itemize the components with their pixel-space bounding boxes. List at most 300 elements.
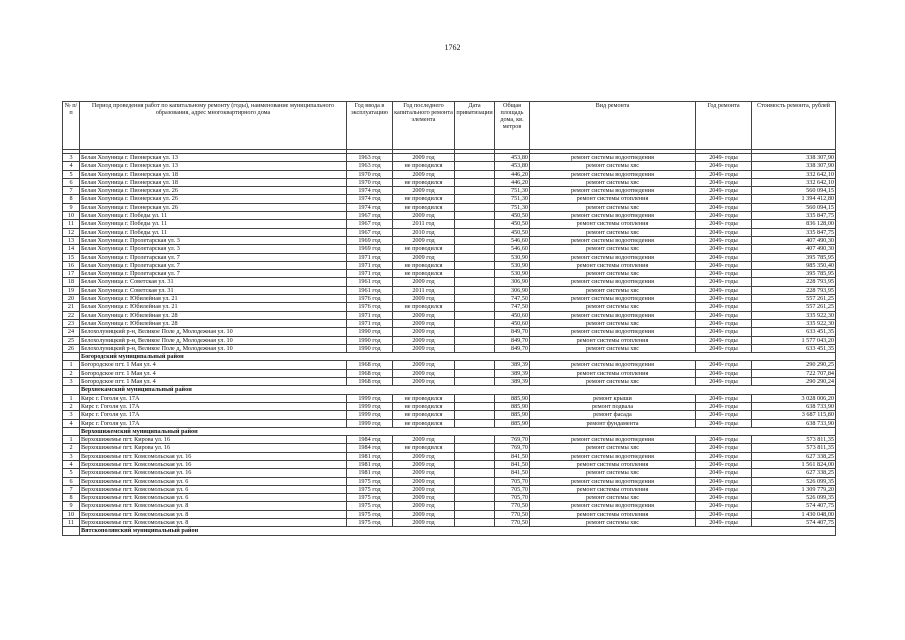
- cell-number: 15: [63, 253, 80, 261]
- cell-privatization: [455, 378, 495, 386]
- cell-address: Богородское пгт. 1 Мая ул. 4: [80, 378, 347, 386]
- table-row: [63, 519, 836, 527]
- repair-schedule-table: [62, 101, 836, 536]
- table-row: [63, 469, 836, 477]
- cell-privatization: [455, 212, 495, 220]
- cell-address: Белая Холуница г. Победы ул. 11: [80, 220, 347, 228]
- cell-area: 770,50: [495, 519, 530, 527]
- cell-number: 3: [63, 452, 80, 460]
- cell-cost: 290 290,25: [752, 361, 836, 369]
- cell-year-built: 1999 год: [347, 411, 393, 419]
- cell-last-repair: не проводился: [393, 419, 455, 427]
- cell-repair-year: 2049- годы: [696, 361, 752, 369]
- cell-last-repair: 2009 год: [393, 336, 455, 344]
- cell-privatization: [455, 195, 495, 203]
- cell-last-repair: 2009 год: [393, 452, 455, 460]
- cell-cost: 722 707,84: [752, 369, 836, 377]
- cell-year-built: 1974 год: [347, 187, 393, 195]
- cell-cost: 3 687 115,80: [752, 411, 836, 419]
- cell-repair-year: 2049- годы: [696, 253, 752, 261]
- table-row: [63, 344, 836, 352]
- cell-last-repair: не проводился: [393, 195, 455, 203]
- cell-cost: 335 847,75: [752, 228, 836, 236]
- cell-last-repair: 2011 год: [393, 286, 455, 294]
- section-number-cell: [63, 527, 80, 535]
- cell-last-repair: 2009 год: [393, 154, 455, 162]
- cell-privatization: [455, 477, 495, 485]
- cell-year-built: 1971 год: [347, 319, 393, 327]
- cell-number: 26: [63, 344, 80, 352]
- header-number: № п/п: [63, 102, 80, 150]
- cell-address: Белая Холуница г. Пионерская ул. 18: [80, 178, 347, 186]
- table-row: [63, 212, 836, 220]
- cell-cost: 574 407,75: [752, 502, 836, 510]
- cell-privatization: [455, 295, 495, 303]
- cell-address: Кирс г. Гоголя ул. 17А: [80, 419, 347, 427]
- table-row: [63, 162, 836, 170]
- cell-area: 530,90: [495, 261, 530, 269]
- cell-address: Белохолуницкий р-н, Великое Поле д, Молодежная ул. 10: [80, 336, 347, 344]
- cell-last-repair: 2009 год: [393, 502, 455, 510]
- cell-address: Белая Холуница г. Пролетарская ул. 7: [80, 261, 347, 269]
- cell-last-repair: 2009 год: [393, 477, 455, 485]
- cell-area: 885,90: [495, 394, 530, 402]
- cell-privatization: [455, 344, 495, 352]
- cell-address: Кирс г. Гоголя ул. 17А: [80, 394, 347, 402]
- cell-repair-type: ремонт системы хвс: [530, 270, 696, 278]
- cell-year-built: 1967 год: [347, 212, 393, 220]
- cell-number: 1: [63, 436, 80, 444]
- cell-repair-year: 2049- годы: [696, 369, 752, 377]
- table-row: [63, 336, 836, 344]
- cell-privatization: [455, 261, 495, 269]
- cell-year-built: 1961 год: [347, 286, 393, 294]
- cell-privatization: [455, 394, 495, 402]
- cell-repair-type: ремонт системы отопления: [530, 336, 696, 344]
- cell-number: 9: [63, 502, 80, 510]
- section-number-cell: [63, 427, 80, 435]
- table-row: [63, 303, 836, 311]
- cell-privatization: [455, 519, 495, 527]
- table-row: [63, 319, 836, 327]
- cell-number: 8: [63, 494, 80, 502]
- cell-repair-type: ремонт системы хвс: [530, 162, 696, 170]
- table-row: [63, 328, 836, 336]
- cell-year-built: 1975 год: [347, 485, 393, 493]
- cell-number: 4: [63, 460, 80, 468]
- cell-repair-type: ремонт системы водоотведения: [530, 295, 696, 303]
- cell-year-built: 1975 год: [347, 477, 393, 485]
- cell-repair-year: 2049- годы: [696, 485, 752, 493]
- cell-repair-type: ремонт системы отопления: [530, 510, 696, 518]
- cell-area: 453,80: [495, 162, 530, 170]
- cell-last-repair: 2009 год: [393, 469, 455, 477]
- table-row: [63, 510, 836, 518]
- cell-year-built: 1971 год: [347, 253, 393, 261]
- header-privatization: Дата приватизации: [455, 102, 495, 150]
- cell-address: Белая Холуница г. Пионерская ул. 26: [80, 203, 347, 211]
- cell-last-repair: 2009 год: [393, 510, 455, 518]
- cell-number: 1: [63, 361, 80, 369]
- cell-address: Белая Холуница г. Советская ул. 31: [80, 286, 347, 294]
- cell-area: 705,70: [495, 477, 530, 485]
- cell-area: 389,39: [495, 378, 530, 386]
- cell-last-repair: не проводился: [393, 245, 455, 253]
- cell-repair-year: 2049- годы: [696, 228, 752, 236]
- cell-address: Белая Холуница г. Юбилейная ул. 28: [80, 319, 347, 327]
- cell-year-built: 1971 год: [347, 270, 393, 278]
- cell-area: 885,90: [495, 419, 530, 427]
- table-row: [63, 236, 836, 244]
- table-row: [63, 311, 836, 319]
- cell-privatization: [455, 419, 495, 427]
- cell-repair-year: 2049- годы: [696, 245, 752, 253]
- cell-area: 705,70: [495, 485, 530, 493]
- cell-address: Кирс г. Гоголя ул. 17А: [80, 402, 347, 410]
- cell-year-built: 1969 год: [347, 236, 393, 244]
- cell-privatization: [455, 460, 495, 468]
- cell-repair-year: 2049- годы: [696, 278, 752, 286]
- cell-area: 446,20: [495, 178, 530, 186]
- table-row: [63, 485, 836, 493]
- cell-privatization: [455, 328, 495, 336]
- cell-address: Белая Холуница г. Юбилейная ул. 21: [80, 303, 347, 311]
- cell-privatization: [455, 369, 495, 377]
- cell-last-repair: 2009 год: [393, 236, 455, 244]
- cell-area: 546,60: [495, 245, 530, 253]
- cell-repair-type: ремонт системы водоотведения: [530, 212, 696, 220]
- cell-cost: 557 261,25: [752, 295, 836, 303]
- cell-address: Белая Холуница г. Пролетарская ул. 7: [80, 253, 347, 261]
- cell-address: Белая Холуница г. Пионерская ул. 13: [80, 162, 347, 170]
- cell-year-built: 1974 год: [347, 195, 393, 203]
- cell-repair-year: 2049- годы: [696, 195, 752, 203]
- cell-area: 885,90: [495, 402, 530, 410]
- cell-cost: 560 094,15: [752, 203, 836, 211]
- cell-number: 6: [63, 477, 80, 485]
- table-row: [63, 444, 836, 452]
- cell-repair-year: 2049- годы: [696, 519, 752, 527]
- cell-number: 10: [63, 510, 80, 518]
- cell-privatization: [455, 245, 495, 253]
- cell-repair-year: 2049- годы: [696, 286, 752, 294]
- cell-area: 770,50: [495, 502, 530, 510]
- cell-privatization: [455, 319, 495, 327]
- cell-number: 16: [63, 261, 80, 269]
- cell-address: Белая Холуница г. Победы ул. 11: [80, 212, 347, 220]
- cell-cost: 638 733,90: [752, 419, 836, 427]
- cell-address: Богородское пгт. 1 Мая ул. 4: [80, 369, 347, 377]
- cell-cost: 395 785,95: [752, 270, 836, 278]
- cell-year-built: 1990 год: [347, 328, 393, 336]
- section-number-cell: [63, 353, 80, 361]
- cell-year-built: 1968 год: [347, 378, 393, 386]
- cell-repair-year: 2049- годы: [696, 336, 752, 344]
- cell-privatization: [455, 228, 495, 236]
- cell-number: 22: [63, 311, 80, 319]
- cell-repair-year: 2049- годы: [696, 328, 752, 336]
- cell-address: Белая Холуница г. Советская ул. 31: [80, 278, 347, 286]
- section-row: [63, 527, 836, 535]
- table-row: [63, 369, 836, 377]
- header-address: Период проведения работ по капитальному ремонту (годы), наименование муниципального образования, адрес многоквартирного дома: [80, 102, 347, 150]
- cell-repair-year: 2049- годы: [696, 494, 752, 502]
- cell-cost: 338 307,90: [752, 154, 836, 162]
- cell-repair-type: ремонт системы водоотведения: [530, 502, 696, 510]
- cell-last-repair: 2009 год: [393, 361, 455, 369]
- cell-area: 841,50: [495, 460, 530, 468]
- cell-number: 24: [63, 328, 80, 336]
- cell-repair-type: ремонт крыши: [530, 394, 696, 402]
- cell-year-built: 1971 год: [347, 261, 393, 269]
- table-row: [63, 187, 836, 195]
- cell-year-built: 1971 год: [347, 311, 393, 319]
- cell-repair-type: ремонт системы водоотведения: [530, 452, 696, 460]
- cell-repair-year: 2049- годы: [696, 444, 752, 452]
- cell-year-built: 1967 год: [347, 220, 393, 228]
- cell-repair-year: 2049- годы: [696, 319, 752, 327]
- cell-year-built: 1975 год: [347, 519, 393, 527]
- cell-cost: 1 430 048,00: [752, 510, 836, 518]
- cell-privatization: [455, 236, 495, 244]
- table-header-row: [63, 102, 836, 150]
- cell-number: 10: [63, 212, 80, 220]
- cell-cost: 3 028 006,20: [752, 394, 836, 402]
- cell-cost: 557 261,25: [752, 303, 836, 311]
- table-row: [63, 411, 836, 419]
- cell-cost: 638 733,90: [752, 402, 836, 410]
- cell-repair-year: 2049- годы: [696, 402, 752, 410]
- header-repair-type: Вид ремонта: [530, 102, 696, 150]
- cell-repair-year: 2049- годы: [696, 270, 752, 278]
- cell-cost: 332 642,10: [752, 170, 836, 178]
- cell-privatization: [455, 270, 495, 278]
- cell-address: Белая Холуница г. Юбилейная ул. 21: [80, 295, 347, 303]
- cell-address: Белая Холуница г. Пионерская ул. 13: [80, 154, 347, 162]
- cell-year-built: 1970 год: [347, 178, 393, 186]
- cell-privatization: [455, 494, 495, 502]
- cell-repair-year: 2049- годы: [696, 162, 752, 170]
- table-row: [63, 203, 836, 211]
- table-row: [63, 502, 836, 510]
- cell-repair-type: ремонт системы водоотведения: [530, 328, 696, 336]
- cell-repair-type: ремонт системы хвс: [530, 178, 696, 186]
- cell-address: Верхошижемье пгт. Комсомольская ул. 8: [80, 519, 347, 527]
- cell-address: Верхошижемье пгт. Комсомольская ул. 16: [80, 469, 347, 477]
- cell-repair-type: ремонт фундамента: [530, 419, 696, 427]
- cell-repair-year: 2049- годы: [696, 460, 752, 468]
- cell-repair-year: 2049- годы: [696, 178, 752, 186]
- cell-cost: 560 094,15: [752, 187, 836, 195]
- cell-privatization: [455, 311, 495, 319]
- cell-year-built: 1981 год: [347, 460, 393, 468]
- cell-privatization: [455, 203, 495, 211]
- section-row: [63, 386, 836, 394]
- section-number-cell: [63, 386, 80, 394]
- cell-last-repair: не проводился: [393, 261, 455, 269]
- cell-repair-type: ремонт системы водоотведения: [530, 477, 696, 485]
- cell-cost: 338 307,90: [752, 162, 836, 170]
- cell-year-built: 1974 год: [347, 203, 393, 211]
- cell-area: 849,70: [495, 328, 530, 336]
- cell-privatization: [455, 220, 495, 228]
- cell-area: 306,90: [495, 286, 530, 294]
- cell-privatization: [455, 253, 495, 261]
- cell-repair-type: ремонт системы водоотведения: [530, 311, 696, 319]
- cell-last-repair: 2009 год: [393, 170, 455, 178]
- table-row: [63, 460, 836, 468]
- cell-last-repair: 2009 год: [393, 187, 455, 195]
- cell-last-repair: не проводился: [393, 402, 455, 410]
- header-area: Общая площадь дома, кв. метров: [495, 102, 530, 150]
- cell-area: 747,50: [495, 303, 530, 311]
- cell-repair-type: ремонт системы отопления: [530, 369, 696, 377]
- table-row: [63, 253, 836, 261]
- cell-repair-type: ремонт системы водоотведения: [530, 236, 696, 244]
- header-year-built: Год ввода в эксплуатацию: [347, 102, 393, 150]
- cell-repair-year: 2049- годы: [696, 203, 752, 211]
- table-row: [63, 419, 836, 427]
- cell-cost: 407 490,30: [752, 245, 836, 253]
- cell-year-built: 1990 год: [347, 344, 393, 352]
- cell-area: 530,90: [495, 253, 530, 261]
- cell-area: 849,70: [495, 344, 530, 352]
- cell-privatization: [455, 510, 495, 518]
- cell-privatization: [455, 502, 495, 510]
- cell-repair-type: ремонт системы отопления: [530, 220, 696, 228]
- cell-repair-year: 2049- годы: [696, 154, 752, 162]
- cell-number: 7: [63, 187, 80, 195]
- cell-number: 4: [63, 419, 80, 427]
- table-row: [63, 195, 836, 203]
- cell-address: Белая Холуница г. Юбилейная ул. 28: [80, 311, 347, 319]
- cell-address: Белохолуницкий р-н, Великое Поле д, Молодежная ул. 10: [80, 344, 347, 352]
- cell-year-built: 1969 год: [347, 245, 393, 253]
- cell-privatization: [455, 303, 495, 311]
- table-row: [63, 245, 836, 253]
- cell-last-repair: 2009 год: [393, 436, 455, 444]
- cell-privatization: [455, 361, 495, 369]
- cell-number: 2: [63, 369, 80, 377]
- cell-cost: 985 350,40: [752, 261, 836, 269]
- cell-last-repair: 2009 год: [393, 319, 455, 327]
- cell-address: Верхошижемье пгт. Комсомольская ул. 8: [80, 502, 347, 510]
- cell-year-built: 1968 год: [347, 369, 393, 377]
- cell-cost: 228 793,95: [752, 278, 836, 286]
- cell-number: 5: [63, 469, 80, 477]
- cell-repair-type: ремонт системы отопления: [530, 195, 696, 203]
- cell-cost: 407 490,30: [752, 236, 836, 244]
- cell-area: 546,60: [495, 236, 530, 244]
- cell-area: 751,30: [495, 203, 530, 211]
- cell-number: 19: [63, 286, 80, 294]
- cell-repair-type: ремонт системы хвс: [530, 344, 696, 352]
- section-title: Вятскополянский муниципальный район: [80, 527, 836, 535]
- cell-last-repair: не проводился: [393, 203, 455, 211]
- cell-repair-type: ремонт системы хвс: [530, 228, 696, 236]
- cell-area: 841,50: [495, 452, 530, 460]
- cell-address: Верхошижемье пгт. Комсомольская ул. 6: [80, 485, 347, 493]
- cell-number: 13: [63, 236, 80, 244]
- header-repair-year: Год ремонта: [696, 102, 752, 150]
- cell-last-repair: 2009 год: [393, 278, 455, 286]
- cell-privatization: [455, 452, 495, 460]
- cell-area: 450,60: [495, 319, 530, 327]
- cell-address: Верхошижемье пгт. Комсомольская ул. 16: [80, 460, 347, 468]
- cell-cost: 633 451,35: [752, 344, 836, 352]
- cell-privatization: [455, 436, 495, 444]
- cell-year-built: 1963 год: [347, 154, 393, 162]
- cell-address: Кирс г. Гоголя ул. 17А: [80, 411, 347, 419]
- cell-repair-year: 2049- годы: [696, 378, 752, 386]
- cell-repair-type: ремонт фасада: [530, 411, 696, 419]
- cell-repair-year: 2049- годы: [696, 170, 752, 178]
- cell-year-built: 1976 год: [347, 303, 393, 311]
- cell-cost: 573 811,35: [752, 444, 836, 452]
- cell-last-repair: 2011 год: [393, 220, 455, 228]
- cell-number: 2: [63, 402, 80, 410]
- cell-year-built: 1970 год: [347, 170, 393, 178]
- table-row: [63, 378, 836, 386]
- table-row: [63, 286, 836, 294]
- cell-repair-type: ремонт системы водоотведения: [530, 361, 696, 369]
- cell-last-repair: 2009 год: [393, 344, 455, 352]
- cell-address: Белая Холуница г. Победы ул. 11: [80, 228, 347, 236]
- cell-privatization: [455, 485, 495, 493]
- table-row: [63, 220, 836, 228]
- cell-repair-type: ремонт системы хвс: [530, 203, 696, 211]
- cell-privatization: [455, 154, 495, 162]
- cell-repair-type: ремонт системы водоотведения: [530, 187, 696, 195]
- cell-last-repair: 2009 год: [393, 378, 455, 386]
- cell-number: 9: [63, 203, 80, 211]
- table-body: [63, 102, 836, 536]
- table-row: [63, 270, 836, 278]
- cell-year-built: 1999 год: [347, 394, 393, 402]
- cell-area: 450,50: [495, 220, 530, 228]
- table-row: [63, 394, 836, 402]
- cell-address: Верхошижемье пгт. Кирова ул. 16: [80, 436, 347, 444]
- table-row: [63, 361, 836, 369]
- table-row: [63, 477, 836, 485]
- cell-number: 8: [63, 195, 80, 203]
- cell-repair-year: 2049- годы: [696, 510, 752, 518]
- cell-last-repair: не проводился: [393, 303, 455, 311]
- cell-area: 747,50: [495, 295, 530, 303]
- cell-repair-type: ремонт системы отопления: [530, 460, 696, 468]
- cell-cost: 228 793,95: [752, 286, 836, 294]
- cell-year-built: 1975 год: [347, 494, 393, 502]
- cell-last-repair: не проводился: [393, 270, 455, 278]
- cell-repair-type: ремонт системы хвс: [530, 303, 696, 311]
- cell-number: 17: [63, 270, 80, 278]
- table-row: [63, 178, 836, 186]
- cell-repair-year: 2049- годы: [696, 236, 752, 244]
- cell-address: Белая Холуница г. Пролетарская ул. 3: [80, 236, 347, 244]
- cell-address: Верхошижемье пгт. Комсомольская ул. 6: [80, 494, 347, 502]
- table-row: [63, 154, 836, 162]
- cell-last-repair: 2009 год: [393, 369, 455, 377]
- cell-repair-type: ремонт системы водоотведения: [530, 170, 696, 178]
- cell-repair-type: ремонт системы хвс: [530, 444, 696, 452]
- cell-area: 530,90: [495, 270, 530, 278]
- cell-number: 3: [63, 378, 80, 386]
- cell-number: 12: [63, 228, 80, 236]
- cell-area: 450,60: [495, 311, 530, 319]
- cell-cost: 332 642,10: [752, 178, 836, 186]
- cell-year-built: 1968 год: [347, 361, 393, 369]
- cell-last-repair: 2009 год: [393, 311, 455, 319]
